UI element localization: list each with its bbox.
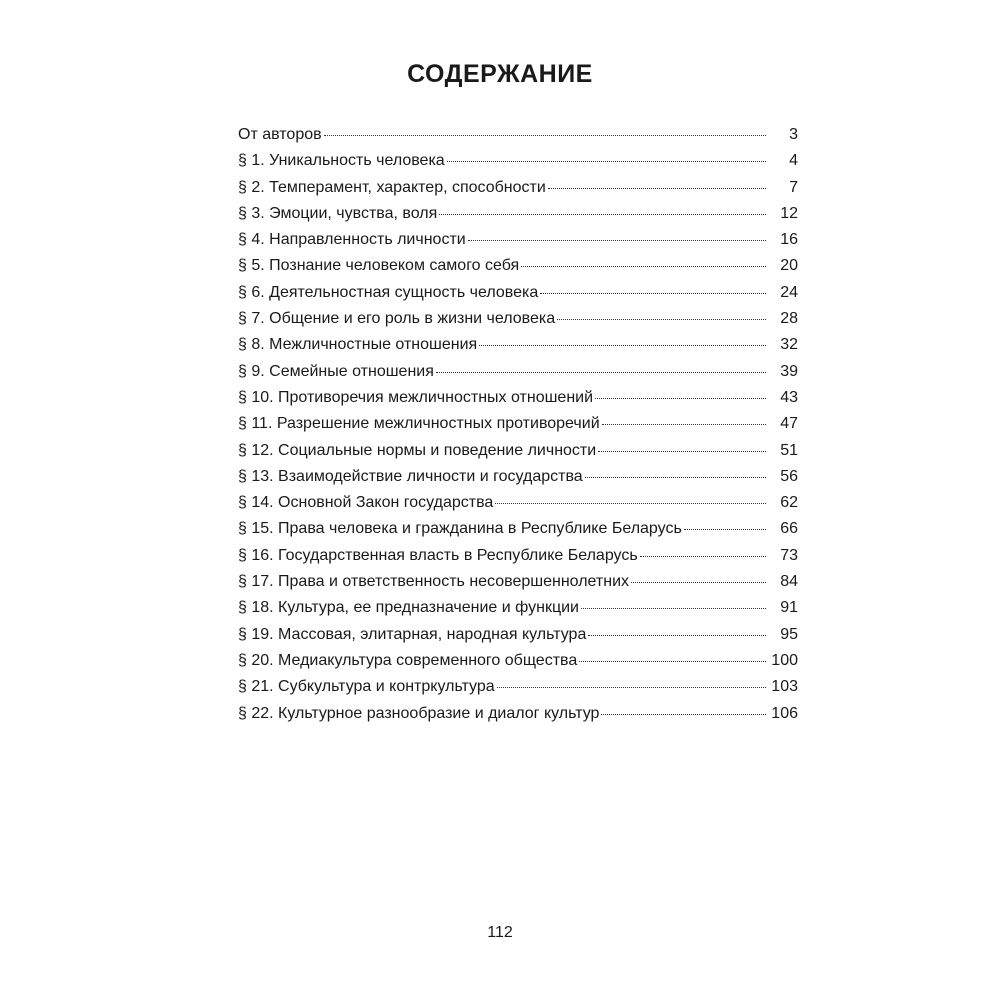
dot-leader xyxy=(595,398,766,399)
dot-leader xyxy=(579,661,766,662)
toc-entry xyxy=(238,516,798,542)
dot-leader xyxy=(548,188,766,189)
toc-entry xyxy=(238,332,798,358)
dot-leader xyxy=(439,214,766,215)
toc-entry-page: 24 xyxy=(780,283,798,301)
toc-entry-title: § 15. Права человека и гражданина в Республике Беларусь xyxy=(238,520,682,538)
dot-leader xyxy=(631,582,766,583)
dot-leader xyxy=(447,161,766,162)
dot-leader xyxy=(479,345,766,346)
toc-entry-title: § 6. Деятельностная сущность человека xyxy=(238,283,539,301)
toc-entry-page: 103 xyxy=(771,678,798,696)
toc-entry-page: 28 xyxy=(780,310,798,328)
toc-entry xyxy=(238,227,798,253)
toc-entry xyxy=(238,148,798,174)
dot-leader xyxy=(521,266,766,267)
toc-entry xyxy=(238,595,798,621)
toc-entry xyxy=(238,411,798,437)
toc-entry xyxy=(238,122,798,148)
toc-entry xyxy=(238,464,798,490)
dot-leader xyxy=(540,293,766,294)
toc-entry-title: § 7. Общение и его роль в жизни человека xyxy=(238,310,556,328)
toc-entry-page: 32 xyxy=(780,336,798,354)
page-number: 112 xyxy=(487,924,513,941)
toc-entry-page: 3 xyxy=(789,126,798,143)
toc-entry-title: § 5. Познание человеком самого себя xyxy=(238,257,520,275)
toc-entry-page: 106 xyxy=(771,704,798,722)
toc-entry xyxy=(238,438,798,464)
toc-entry xyxy=(238,359,798,385)
toc-entry-page: 47 xyxy=(780,415,798,433)
toc-entry-page: 100 xyxy=(771,651,798,669)
toc-entry-title: § 11. Разрешение межличностных противоречий xyxy=(238,415,600,433)
dot-leader xyxy=(324,135,766,136)
toc-entry-page: 16 xyxy=(780,231,798,249)
toc-entry xyxy=(238,543,798,569)
toc-entry-title: § 3. Эмоции, чувства, воля xyxy=(238,204,438,222)
toc-entry-title: § 8. Межличностные отношения xyxy=(238,336,478,354)
toc-entry xyxy=(238,701,798,727)
toc-entry-page: 62 xyxy=(780,494,798,512)
dot-leader xyxy=(557,319,766,320)
toc-entry-title: § 18. Культура, ее предназначение и функции xyxy=(238,599,579,617)
toc-entry-page: 4 xyxy=(789,152,798,170)
toc-entry xyxy=(238,253,798,279)
toc-entry-title: От авторов xyxy=(238,126,322,143)
dot-leader xyxy=(598,451,766,452)
toc-entry xyxy=(238,280,798,306)
toc-entry xyxy=(238,648,798,674)
toc-entry-page: 95 xyxy=(780,625,798,643)
toc-entry-title: § 22. Культурное разнообразие и диалог культур xyxy=(238,704,600,722)
toc-entry-page: 73 xyxy=(780,546,798,564)
dot-leader xyxy=(601,714,766,715)
dot-leader xyxy=(495,503,766,504)
toc-entry-title: § 17. Права и ответственность несовершеннолетних xyxy=(238,573,629,591)
toc-entry-page: 43 xyxy=(780,388,798,406)
toc-entry xyxy=(238,490,798,516)
toc-entry xyxy=(238,622,798,648)
toc-entry-title: § 16. Государственная власть в Республике Беларусь xyxy=(238,546,638,564)
toc-entry-page: 7 xyxy=(789,178,798,196)
toc-entry-page: 12 xyxy=(780,204,798,222)
toc-entry xyxy=(238,175,798,201)
toc-entry-title: § 19. Массовая, элитарная, народная культура xyxy=(238,625,587,643)
dot-leader xyxy=(602,424,766,425)
toc-entry-page: 56 xyxy=(780,467,798,485)
toc-entry-title: § 14. Основной Закон государства xyxy=(238,494,494,512)
toc-entry xyxy=(238,674,798,700)
toc-entry-title: § 2. Темперамент, характер, способности xyxy=(238,178,546,196)
table-of-contents xyxy=(238,122,798,727)
dot-leader xyxy=(640,556,766,557)
toc-entry-page: 91 xyxy=(780,599,798,617)
toc-entry xyxy=(238,201,798,227)
toc-entry xyxy=(238,385,798,411)
toc-entry-title: § 4. Направленность личности xyxy=(238,231,466,249)
toc-entry-page: 39 xyxy=(780,362,798,380)
toc-entry-page: 51 xyxy=(780,441,798,459)
dot-leader xyxy=(585,477,766,478)
toc-entry-title: § 13. Взаимодействие личности и государства xyxy=(238,467,583,485)
toc-entry-title: § 10. Противоречия межличностных отношений xyxy=(238,388,594,406)
dot-leader xyxy=(588,635,766,636)
toc-entry-title: § 21. Субкультура и контркультура xyxy=(238,678,495,696)
toc-entry-page: 66 xyxy=(780,520,798,538)
dot-leader xyxy=(436,372,766,373)
toc-entry-title: § 20. Медиакультура современного общества xyxy=(238,651,578,669)
toc-entry xyxy=(238,306,798,332)
toc-entry-title: § 1. Уникальность человека xyxy=(238,152,445,170)
dot-leader xyxy=(581,608,766,609)
toc-entry-title: § 12. Социальные нормы и поведение личности xyxy=(238,441,597,459)
toc-entry-page: 20 xyxy=(780,257,798,275)
page-title: СОДЕРЖАНИЕ xyxy=(407,60,593,88)
toc-entry xyxy=(238,569,798,595)
dot-leader xyxy=(468,240,766,241)
dot-leader xyxy=(497,687,766,688)
toc-entry-page: 84 xyxy=(780,573,798,591)
toc-entry-title: § 9. Семейные отношения xyxy=(238,362,434,380)
dot-leader xyxy=(684,529,766,530)
